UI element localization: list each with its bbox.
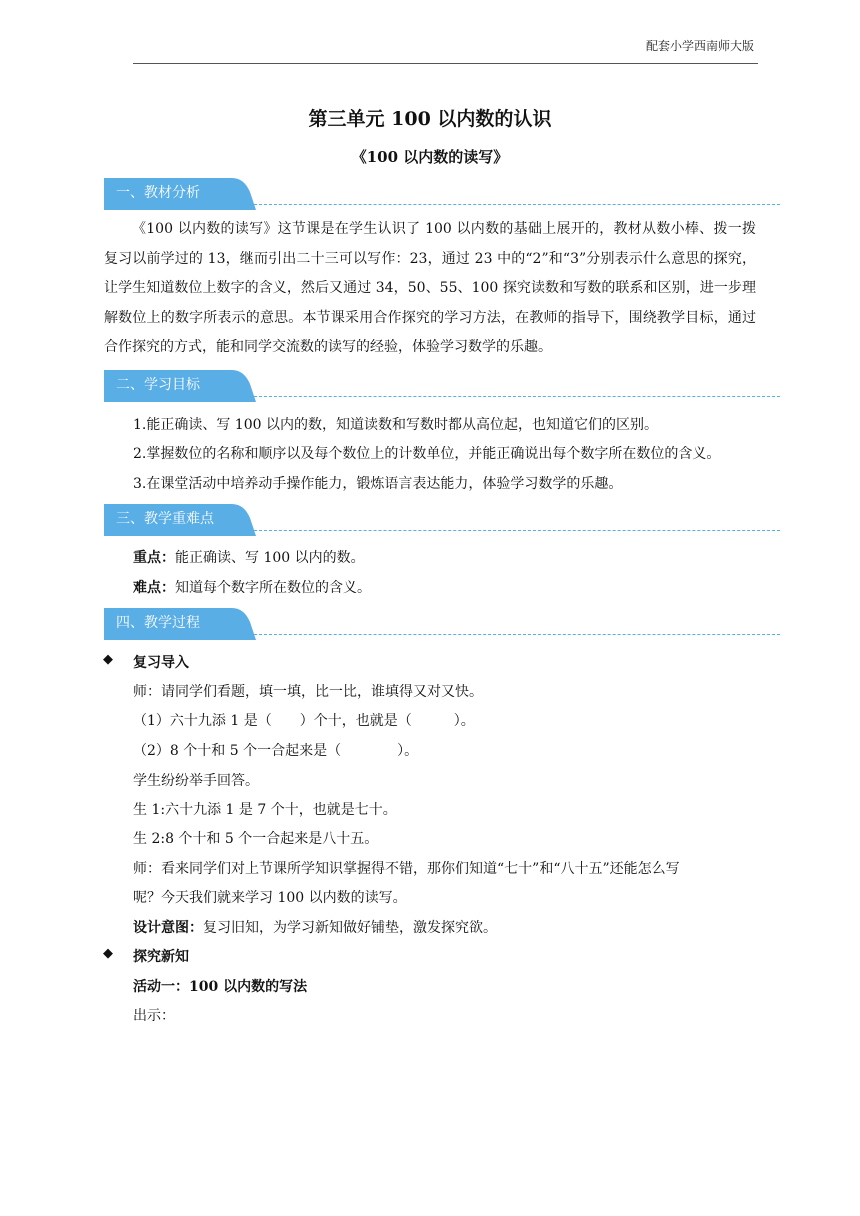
section-divider: [254, 396, 780, 397]
lesson-subtitle: 《100 以内数的读写》: [351, 148, 509, 166]
edition-label: 配套小学西南师大版: [645, 39, 754, 53]
design-text: 复习旧知，为学习新知做好铺垫，激发探究欲。: [203, 920, 497, 936]
section-divider: [254, 530, 780, 531]
process-line: 学生纷纷举手回答。: [133, 773, 259, 789]
review-title: 复习导入: [133, 655, 189, 671]
goal-item: 3.在课堂活动中培养动手操作能力，锻炼语言表达能力，体验学习数学的乐趣。: [133, 476, 623, 492]
activity-title: 活动一：100 以内数的写法: [133, 979, 308, 995]
goal-item: 1.能正确读、写 100 以内的数，知道读数和写数时都从高位起，也知道它们的区别。: [133, 417, 658, 433]
section-label: 三、教学重难点: [116, 511, 214, 527]
design-intent-line: [133, 917, 497, 937]
section-label: 四、教学过程: [116, 615, 200, 631]
show-label: 出示：: [133, 1008, 175, 1024]
bullet-diamond-icon: ◆: [103, 946, 113, 961]
key-point-line: [133, 547, 365, 567]
difficulty-label: 难点：: [133, 580, 175, 596]
design-label: 设计意图：: [133, 920, 203, 936]
process-line: （1）六十九添 1 是（ ）个十，也就是（ ）。: [133, 713, 475, 729]
explore-title: 探究新知: [133, 949, 189, 965]
section-header-process: [104, 608, 780, 642]
process-line: 呢？今天我们就来学习 100 以内数的读写。: [133, 890, 407, 906]
section-label: 二、学习目标: [116, 377, 200, 393]
section-label: 一、教材分析: [116, 185, 200, 201]
section-header-key-points: [104, 504, 780, 538]
key-label: 重点：: [133, 550, 175, 566]
difficulty-line: [133, 577, 371, 597]
analysis-paragraph: 《100 以内数的读写》这节课是在学生认识了 100 以内数的基础上展开的，教材从数小棒、拨一拨复习以前学过的 13，继而引出二十三可以写作：23，通过 23 中的“2”和“3”分别表示什么意思的探究，让学生知道数位上数字的含义，然后又通过 34，50、55、100 探究读数和写数的联系和区别，进一步理解数位上的数字所表示的意思。本节课采用合作探究的学习方法，在教师的指导下，围绕教学目标，通过合作探究的方式，能和同学交流数的读写的经验，体验学习数学的乐趣。: [104, 221, 756, 355]
section-header-analysis: [104, 178, 780, 212]
bullet-diamond-icon: ◆: [103, 652, 113, 667]
section-header-goals: [104, 370, 780, 404]
process-line: 生 1:六十九添 1 是 7 个十，也就是七十。: [133, 802, 397, 818]
process-line: 师：请同学们看题，填一填，比一比，谁填得又对又快。: [133, 684, 483, 700]
process-line: （2）8 个十和 5 个一合起来是（ ）。: [133, 743, 419, 759]
key-text: 能正确读、写 100 以内的数。: [175, 550, 365, 566]
section-divider: [254, 204, 780, 205]
header-rule: [133, 63, 758, 64]
section-divider: [254, 634, 780, 635]
process-line: 生 2:8 个十和 5 个一合起来是八十五。: [133, 831, 379, 847]
difficulty-text: 知道每个数字所在数位的含义。: [175, 580, 371, 596]
process-line: 师：看来同学们对上节课所学知识掌握得不错，那你们知道“七十”和“八十五”还能怎么写: [133, 861, 680, 877]
unit-title: 第三单元 100 以内数的认识: [308, 108, 552, 130]
goal-item: 2.掌握数位的名称和顺序以及每个数位上的计数单位，并能正确说出每个数字所在数位的含义。: [133, 446, 721, 462]
